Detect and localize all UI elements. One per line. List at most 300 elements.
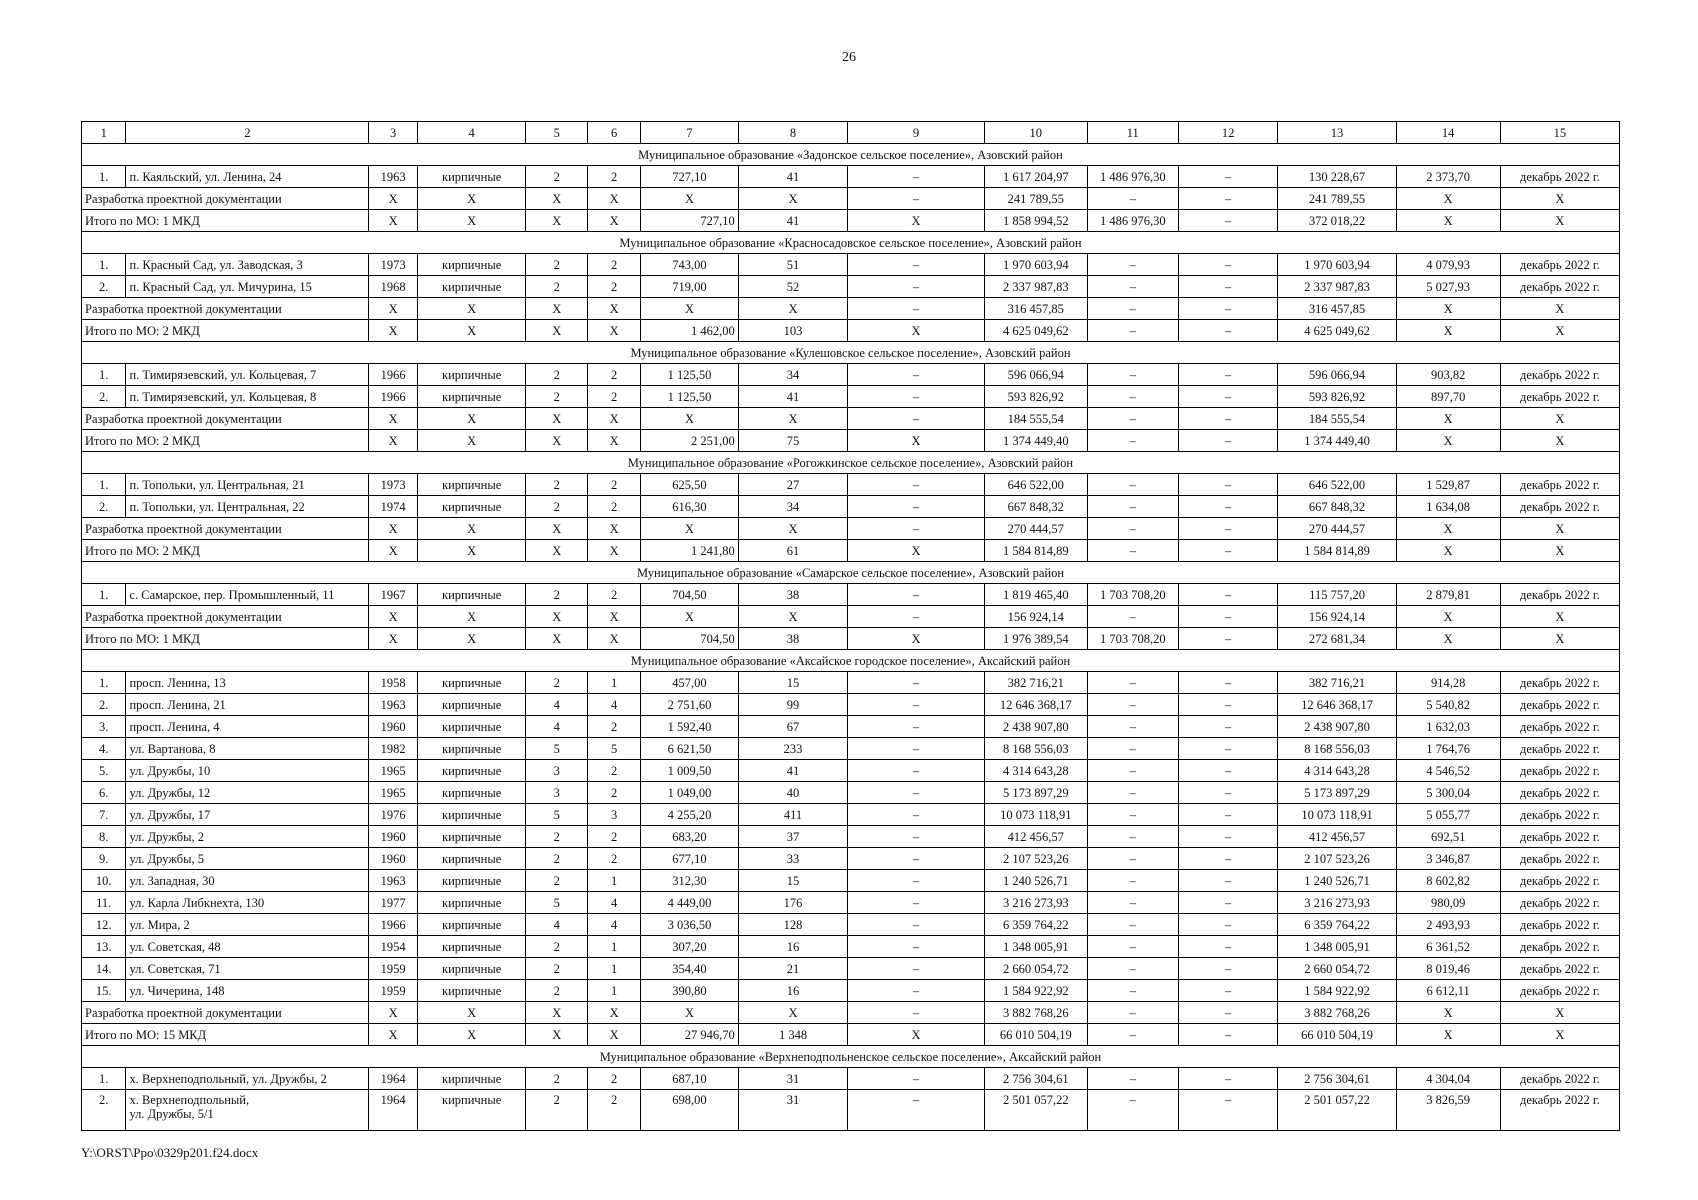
table-cell: 8 168 556,03 <box>984 738 1087 760</box>
table-cell: – <box>1087 672 1178 694</box>
table-cell: 1 462,00 <box>641 320 739 342</box>
municipality-heading-row <box>82 650 1620 672</box>
table-cell: 1 374 449,40 <box>984 430 1087 452</box>
table-cell: X <box>526 188 588 210</box>
mo-total-label: Итого по МО: 1 МКД <box>82 628 369 650</box>
table-cell: декабрь 2022 г. <box>1500 254 1619 276</box>
column-number-cell: 7 <box>641 122 739 144</box>
table-cell: 10. <box>82 870 126 892</box>
table-cell: кирпичные <box>417 848 525 870</box>
table-cell: 31 <box>738 1068 847 1090</box>
table-cell: 2 <box>526 870 588 892</box>
page-number: 26 <box>842 50 856 65</box>
table-cell: 2 <box>526 584 588 606</box>
table-cell: – <box>848 782 985 804</box>
table-cell: 270 444,57 <box>984 518 1087 540</box>
table-cell: X <box>1396 298 1500 320</box>
table-cell: X <box>1500 188 1619 210</box>
mo-total-row <box>82 540 1620 562</box>
table-cell: 1 <box>588 672 641 694</box>
table-cell: X <box>641 298 739 320</box>
table-cell: – <box>1178 276 1278 298</box>
table-cell: X <box>1500 1024 1619 1046</box>
municipality-title: Муниципальное образование «Красносадовское сельское поселение», Азовский район <box>82 232 1620 254</box>
table-cell: 130 228,67 <box>1278 166 1396 188</box>
table-cell: 11. <box>82 892 126 914</box>
table-cell: декабрь 2022 г. <box>1500 386 1619 408</box>
table-cell: 15 <box>738 870 847 892</box>
table-cell: 667 848,32 <box>984 496 1087 518</box>
table-cell: 6 359 764,22 <box>1278 914 1396 936</box>
column-number-cell: 2 <box>126 122 369 144</box>
column-number-cell: 9 <box>848 122 985 144</box>
table-cell: X <box>369 298 418 320</box>
address-cell: просп. Ленина, 21 <box>126 694 369 716</box>
table-cell: 14. <box>82 958 126 980</box>
municipality-heading-row <box>82 342 1620 364</box>
table-cell: кирпичные <box>417 694 525 716</box>
table-cell: 4 304,04 <box>1396 1068 1500 1090</box>
table-cell: – <box>1178 628 1278 650</box>
table-cell: X <box>1396 1024 1500 1046</box>
address-cell: п. Красный Сад, ул. Мичурина, 15 <box>126 276 369 298</box>
table-cell: 2. <box>82 1090 126 1131</box>
table-cell: кирпичные <box>417 166 525 188</box>
table-cell: 1 976 389,54 <box>984 628 1087 650</box>
table-cell: 1960 <box>369 848 418 870</box>
table-cell: 2 438 907,80 <box>984 716 1087 738</box>
building-row <box>82 870 1620 892</box>
table-cell: 3 346,87 <box>1396 848 1500 870</box>
table-cell: 5 173 897,29 <box>1278 782 1396 804</box>
table-cell: – <box>848 298 985 320</box>
table-cell: 1 634,08 <box>1396 496 1500 518</box>
table-cell: – <box>1178 1002 1278 1024</box>
table-cell: – <box>1178 430 1278 452</box>
table-cell: 156 924,14 <box>984 606 1087 628</box>
table-cell: X <box>641 518 739 540</box>
table-cell: X <box>738 408 847 430</box>
table-cell: X <box>417 540 525 562</box>
table-cell: 593 826,92 <box>1278 386 1396 408</box>
table-cell: 184 555,54 <box>984 408 1087 430</box>
table-cell: кирпичные <box>417 1090 525 1131</box>
design-docs-label: Разработка проектной документации <box>82 1002 369 1024</box>
address-cell: ул. Советская, 71 <box>126 958 369 980</box>
table-cell: 914,28 <box>1396 672 1500 694</box>
table-cell: – <box>1178 320 1278 342</box>
building-row <box>82 892 1620 914</box>
table-cell: X <box>369 430 418 452</box>
table-cell: 3 036,50 <box>641 914 739 936</box>
table-cell: 307,20 <box>641 936 739 958</box>
table-cell: 1. <box>82 584 126 606</box>
building-row <box>82 276 1620 298</box>
table-cell: – <box>1087 1068 1178 1090</box>
mo-total-row <box>82 210 1620 232</box>
table-cell: 1 240 526,71 <box>1278 870 1396 892</box>
table-cell: 2 <box>526 166 588 188</box>
table-cell: 2 <box>588 716 641 738</box>
column-number-cell: 8 <box>738 122 847 144</box>
table-cell: 625,50 <box>641 474 739 496</box>
table-cell: 4 <box>588 892 641 914</box>
table-cell: 1. <box>82 672 126 694</box>
table-cell: кирпичные <box>417 804 525 826</box>
address-cell: ул. Чичерина, 148 <box>126 980 369 1002</box>
table-cell: – <box>1178 804 1278 826</box>
table-cell: 12 646 368,17 <box>984 694 1087 716</box>
table-cell: X <box>1500 606 1619 628</box>
table-cell: 34 <box>738 364 847 386</box>
table-cell: 1 819 465,40 <box>984 584 1087 606</box>
table-cell: X <box>526 320 588 342</box>
table-cell: 115 757,20 <box>1278 584 1396 606</box>
building-row <box>82 848 1620 870</box>
column-number-cell: 10 <box>984 122 1087 144</box>
table-cell: 1958 <box>369 672 418 694</box>
table-cell: X <box>1396 188 1500 210</box>
table-cell: 980,09 <box>1396 892 1500 914</box>
address-cell: п. Тимирязевский, ул. Кольцевая, 8 <box>126 386 369 408</box>
table-cell: 4 625 049,62 <box>984 320 1087 342</box>
address-cell: п. Топольки, ул. Центральная, 21 <box>126 474 369 496</box>
table-cell: 382 716,21 <box>1278 672 1396 694</box>
column-number-cell: 11 <box>1087 122 1178 144</box>
table-cell: декабрь 2022 г. <box>1500 804 1619 826</box>
table-cell: 66 010 504,19 <box>984 1024 1087 1046</box>
table-cell: 2 <box>526 276 588 298</box>
design-docs-row <box>82 606 1620 628</box>
table-cell: 596 066,94 <box>984 364 1087 386</box>
table-cell: 1977 <box>369 892 418 914</box>
table-cell: кирпичные <box>417 914 525 936</box>
table-cell: – <box>848 1002 985 1024</box>
table-cell: 4 546,52 <box>1396 760 1500 782</box>
table-cell: 2 <box>526 980 588 1002</box>
capital-repair-table <box>81 121 1620 1131</box>
table-cell: декабрь 2022 г. <box>1500 496 1619 518</box>
table-cell: – <box>1087 826 1178 848</box>
table-cell: – <box>848 716 985 738</box>
table-cell: X <box>588 540 641 562</box>
table-cell: X <box>738 518 847 540</box>
building-row <box>82 914 1620 936</box>
table-cell: кирпичные <box>417 276 525 298</box>
table-cell: – <box>1178 738 1278 760</box>
table-cell: 38 <box>738 584 847 606</box>
table-cell: 40 <box>738 782 847 804</box>
table-cell: 2 <box>588 364 641 386</box>
address-cell: ул. Карла Либкнехта, 130 <box>126 892 369 914</box>
table-cell: 6 621,50 <box>641 738 739 760</box>
table-cell: декабрь 2022 г. <box>1500 716 1619 738</box>
table-cell: – <box>848 672 985 694</box>
table-cell: – <box>1087 782 1178 804</box>
building-row <box>82 1090 1620 1131</box>
table-cell: – <box>1087 606 1178 628</box>
table-cell: – <box>1178 914 1278 936</box>
table-cell: – <box>848 518 985 540</box>
table-cell: 1 009,50 <box>641 760 739 782</box>
table-cell: 2 <box>588 386 641 408</box>
municipality-heading-row <box>82 452 1620 474</box>
column-number-cell: 5 <box>526 122 588 144</box>
address-cell: ул. Дружбы, 17 <box>126 804 369 826</box>
table-cell: декабрь 2022 г. <box>1500 672 1619 694</box>
table-cell: X <box>417 408 525 430</box>
table-cell: – <box>1087 254 1178 276</box>
table-cell: – <box>848 848 985 870</box>
table-cell: 646 522,00 <box>984 474 1087 496</box>
table-cell: X <box>588 1002 641 1024</box>
table-cell: 5 055,77 <box>1396 804 1500 826</box>
table-cell: X <box>417 298 525 320</box>
table-cell: кирпичные <box>417 716 525 738</box>
mo-total-row <box>82 430 1620 452</box>
table-cell: X <box>1500 518 1619 540</box>
table-cell: 1960 <box>369 826 418 848</box>
mo-total-row <box>82 320 1620 342</box>
table-cell: X <box>417 606 525 628</box>
table-cell: 41 <box>738 760 847 782</box>
table-cell: 41 <box>738 210 847 232</box>
table-cell: 646 522,00 <box>1278 474 1396 496</box>
building-row <box>82 936 1620 958</box>
table-cell: 2 <box>588 254 641 276</box>
table-cell: X <box>526 210 588 232</box>
column-number-cell: 14 <box>1396 122 1500 144</box>
building-row <box>82 782 1620 804</box>
table-cell: 1 241,80 <box>641 540 739 562</box>
table-cell: 34 <box>738 496 847 518</box>
municipality-title: Муниципальное образование «Аксайское городское поселение», Аксайский район <box>82 650 1620 672</box>
table-cell: – <box>1087 716 1178 738</box>
table-cell: 10 073 118,91 <box>984 804 1087 826</box>
table-cell: 2 <box>526 496 588 518</box>
table-cell: 8. <box>82 826 126 848</box>
table-cell: 390,80 <box>641 980 739 1002</box>
table-cell: декабрь 2022 г. <box>1500 870 1619 892</box>
column-number-cell: 13 <box>1278 122 1396 144</box>
table-cell: 99 <box>738 694 847 716</box>
table-cell: – <box>1087 848 1178 870</box>
table-cell: 272 681,34 <box>1278 628 1396 650</box>
table-cell: 3 882 768,26 <box>1278 1002 1396 1024</box>
table-cell: 312,30 <box>641 870 739 892</box>
table-cell: 37 <box>738 826 847 848</box>
table-cell: – <box>1178 672 1278 694</box>
mo-total-label: Итого по МО: 15 МКД <box>82 1024 369 1046</box>
table-cell: 2 <box>588 166 641 188</box>
table-cell: 1. <box>82 364 126 386</box>
table-cell: кирпичные <box>417 870 525 892</box>
table-cell: 2 373,70 <box>1396 166 1500 188</box>
table-cell: – <box>848 364 985 386</box>
table-cell: X <box>588 430 641 452</box>
table-cell: декабрь 2022 г. <box>1500 848 1619 870</box>
table-cell: декабрь 2022 г. <box>1500 826 1619 848</box>
table-cell: декабрь 2022 г. <box>1500 782 1619 804</box>
table-cell: 1959 <box>369 980 418 1002</box>
table-cell: – <box>1178 496 1278 518</box>
table-cell: декабрь 2022 г. <box>1500 980 1619 1002</box>
table-cell: X <box>588 320 641 342</box>
table-cell: 241 789,55 <box>1278 188 1396 210</box>
table-cell: – <box>848 892 985 914</box>
table-cell: декабрь 2022 г. <box>1500 738 1619 760</box>
building-row <box>82 364 1620 386</box>
table-cell: X <box>848 430 985 452</box>
table-cell: 9. <box>82 848 126 870</box>
table-cell: – <box>1087 474 1178 496</box>
table-cell: – <box>1178 298 1278 320</box>
table-cell: 683,20 <box>641 826 739 848</box>
table-cell: 1964 <box>369 1068 418 1090</box>
table-cell: – <box>1087 496 1178 518</box>
address-cell: п. Тимирязевский, ул. Кольцевая, 7 <box>126 364 369 386</box>
table-cell: X <box>526 408 588 430</box>
table-cell: 4 <box>588 914 641 936</box>
table-cell: декабрь 2022 г. <box>1500 584 1619 606</box>
table-cell: 1974 <box>369 496 418 518</box>
table-cell: – <box>1178 958 1278 980</box>
building-row <box>82 254 1620 276</box>
mo-total-row <box>82 628 1620 650</box>
table-cell: 2 501 057,22 <box>1278 1090 1396 1131</box>
table-cell: 4 449,00 <box>641 892 739 914</box>
table-cell: 2 107 523,26 <box>984 848 1087 870</box>
table-cell: 21 <box>738 958 847 980</box>
design-docs-row <box>82 408 1620 430</box>
table-cell: 667 848,32 <box>1278 496 1396 518</box>
design-docs-row <box>82 1002 1620 1024</box>
table-cell: 67 <box>738 716 847 738</box>
table-cell: 1 584 922,92 <box>984 980 1087 1002</box>
table-cell: 1 486 976,30 <box>1087 166 1178 188</box>
table-cell: 704,50 <box>641 584 739 606</box>
table-cell: 2 <box>588 1068 641 1090</box>
table-cell: 3. <box>82 716 126 738</box>
table-cell: X <box>1500 408 1619 430</box>
table-cell: 15 <box>738 672 847 694</box>
table-cell: – <box>848 914 985 936</box>
table-cell: – <box>1087 760 1178 782</box>
mo-total-label: Итого по МО: 1 МКД <box>82 210 369 232</box>
table-cell: 33 <box>738 848 847 870</box>
table-cell: – <box>1178 408 1278 430</box>
table-cell: декабрь 2022 г. <box>1500 936 1619 958</box>
table-cell: X <box>417 210 525 232</box>
table-cell: 4 <box>526 914 588 936</box>
table-cell: – <box>1178 694 1278 716</box>
building-row <box>82 980 1620 1002</box>
design-docs-label: Разработка проектной документации <box>82 188 369 210</box>
table-cell: X <box>369 320 418 342</box>
table-cell: – <box>1178 210 1278 232</box>
table-cell: 8 019,46 <box>1396 958 1500 980</box>
table-cell: 2 <box>526 848 588 870</box>
table-cell: – <box>1087 870 1178 892</box>
table-cell: декабрь 2022 г. <box>1500 364 1619 386</box>
table-cell: 727,10 <box>641 210 739 232</box>
table-cell: 10 073 118,91 <box>1278 804 1396 826</box>
municipality-title: Муниципальное образование «Верхнеподпольненское сельское поселение», Аксайский район <box>82 1046 1620 1068</box>
table-cell: 2 <box>588 782 641 804</box>
table-cell: 12 646 368,17 <box>1278 694 1396 716</box>
building-row <box>82 716 1620 738</box>
table-cell: – <box>1087 430 1178 452</box>
design-docs-label: Разработка проектной документации <box>82 518 369 540</box>
table-cell: 2 438 907,80 <box>1278 716 1396 738</box>
table-cell: X <box>369 1002 418 1024</box>
table-cell: кирпичные <box>417 980 525 1002</box>
address-cell: х. Верхнеподпольный, ул. Дружбы, 2 <box>126 1068 369 1090</box>
table-cell: – <box>1178 1024 1278 1046</box>
table-cell: 5. <box>82 760 126 782</box>
table-cell: – <box>848 694 985 716</box>
table-cell: 12. <box>82 914 126 936</box>
building-row <box>82 584 1620 606</box>
table-cell: 727,10 <box>641 166 739 188</box>
column-number-cell: 1 <box>82 122 126 144</box>
table-cell: 1976 <box>369 804 418 826</box>
table-cell: кирпичные <box>417 386 525 408</box>
table-cell: 4 314 643,28 <box>1278 760 1396 782</box>
table-cell: X <box>526 628 588 650</box>
table-cell: X <box>848 320 985 342</box>
table-cell: 1. <box>82 166 126 188</box>
table-cell: – <box>848 804 985 826</box>
table-cell: – <box>1087 386 1178 408</box>
table-cell: X <box>1396 430 1500 452</box>
table-cell: 457,00 <box>641 672 739 694</box>
table-cell: 6. <box>82 782 126 804</box>
table-cell: 1 125,50 <box>641 386 739 408</box>
table-cell: 1 584 814,89 <box>984 540 1087 562</box>
table-cell: 5 540,82 <box>1396 694 1500 716</box>
table-cell: 1973 <box>369 254 418 276</box>
table-cell: X <box>641 188 739 210</box>
municipality-title: Муниципальное образование «Кулешовское сельское поселение», Азовский район <box>82 342 1620 364</box>
table-cell: 1 <box>588 870 641 892</box>
table-cell: X <box>369 628 418 650</box>
table-cell: 16 <box>738 980 847 1002</box>
table-cell: – <box>848 188 985 210</box>
table-cell: X <box>588 210 641 232</box>
municipality-heading-row <box>82 232 1620 254</box>
table-cell: – <box>848 408 985 430</box>
table-cell: 2 <box>526 364 588 386</box>
table-cell: 1964 <box>369 1090 418 1131</box>
table-cell: 1963 <box>369 870 418 892</box>
table-cell: 2. <box>82 496 126 518</box>
table-cell: 411 <box>738 804 847 826</box>
table-cell: – <box>1087 408 1178 430</box>
table-cell: 616,30 <box>641 496 739 518</box>
table-cell: – <box>848 474 985 496</box>
table-cell: 719,00 <box>641 276 739 298</box>
table-cell: кирпичные <box>417 892 525 914</box>
table-cell: 38 <box>738 628 847 650</box>
table-cell: 4 255,20 <box>641 804 739 826</box>
table-cell: 1 348 005,91 <box>984 936 1087 958</box>
table-cell: 2 337 987,83 <box>984 276 1087 298</box>
table-cell: – <box>848 738 985 760</box>
table-cell: декабрь 2022 г. <box>1500 914 1619 936</box>
table-cell: 1 592,40 <box>641 716 739 738</box>
table-cell: 2 501 057,22 <box>984 1090 1087 1131</box>
